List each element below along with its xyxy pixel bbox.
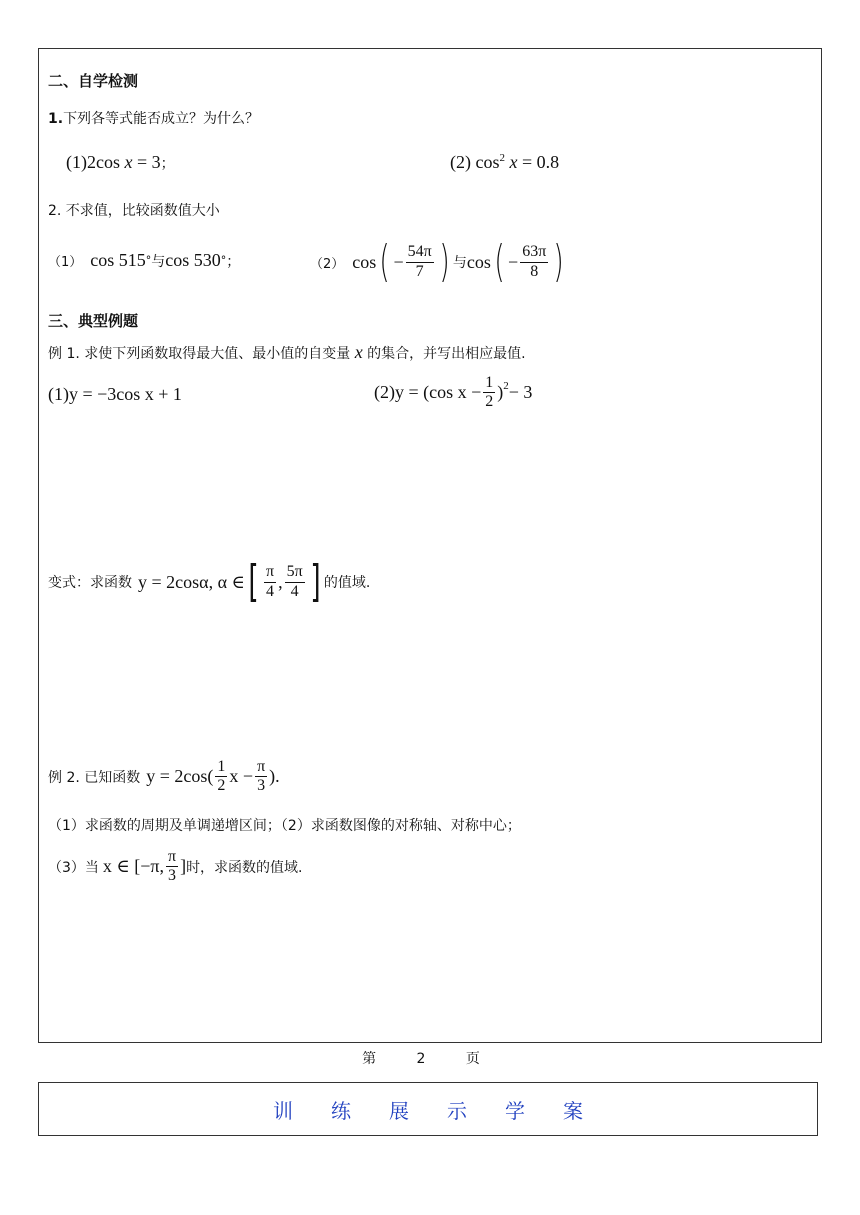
compare-1-degree2: °: [220, 254, 227, 267]
example-2-fraction2: [255, 758, 267, 796]
variant-line: [48, 556, 371, 607]
compare-2-func2: cos: [466, 251, 491, 272]
variant-rbracket: ]: [310, 556, 321, 607]
example-2-q3-pre: （3）当: [48, 859, 99, 876]
compare-2-func1: cos: [352, 251, 377, 272]
compare-1-expr1: cos 515: [90, 250, 146, 270]
example-2-fraction1: [215, 758, 227, 796]
example-2-den2: 3: [257, 777, 266, 795]
compare-2-neg1: −: [393, 251, 404, 272]
example-1-func-a: (1)y = −3cos x + 1: [48, 384, 182, 404]
question-1: [48, 108, 259, 128]
example-2-num2: π: [255, 758, 267, 777]
compare-2-den2: 8: [530, 262, 539, 280]
compare-2-den1: 7: [415, 262, 424, 280]
example-1-func-b-tail: − 3: [508, 382, 533, 403]
example-2-num1: 1: [215, 758, 227, 777]
example-1-func-b-exponent: 2: [503, 380, 509, 392]
example-2-q3-num: π: [166, 848, 178, 867]
compare-2-lparen2: (: [494, 236, 505, 287]
example-1-func-b-fraction: [483, 374, 495, 412]
compare-2-label: （2）: [310, 256, 345, 272]
section-heading-examples: 三、典型例题: [48, 312, 139, 330]
equation-1b-exponent: 2: [499, 152, 505, 164]
page-number: 第 2 页: [362, 1051, 498, 1067]
compare-2-fraction2: [520, 243, 548, 281]
equation-1a-func: 2cos: [87, 152, 120, 172]
equation-1b-label: (2): [450, 152, 471, 172]
variant-comma: ,: [278, 571, 283, 592]
footer-title: 训练展示学案: [273, 1098, 621, 1123]
compare-2-rparen1: ): [439, 236, 450, 287]
compare-2-conj: 与: [452, 255, 467, 271]
footer-banner: [38, 1082, 818, 1136]
compare-2-lparen1: (: [379, 236, 391, 287]
example-1-text-pre: 例 1. 求使下列函数取得最大值、最小值的自变量: [48, 346, 351, 362]
example-1-func-b: [374, 374, 532, 412]
variant-den1: 4: [266, 582, 275, 600]
example-2-mid: x −: [229, 766, 254, 787]
example-2-line: [48, 758, 280, 796]
example-2-question-3: [48, 848, 303, 886]
equation-1a-tail: ；: [160, 156, 175, 172]
compare-1: [48, 250, 240, 271]
compare-2-rparen2: ): [553, 236, 565, 287]
variant-num1: π: [264, 563, 276, 582]
compare-1-label: （1）: [48, 255, 83, 270]
section-heading-self-test: 二、自学检测: [48, 72, 139, 90]
compare-1-tail: ；: [226, 253, 241, 270]
compare-2-neg2: −: [508, 251, 519, 272]
compare-2-fraction1: [406, 243, 434, 281]
example-2-den1: 2: [217, 777, 226, 795]
compare-2-num2: 63π: [520, 243, 548, 262]
variant-text-pre: 变式：求函数: [48, 575, 132, 591]
variant-fraction1: [264, 563, 276, 601]
question-1-text: 下列各等式能否成立？为什么？: [63, 111, 260, 127]
example-1-func-b-close: ): [497, 382, 504, 403]
example-2-questions: （1）求函数的周期及单调递增区间；（2）求函数图像的对称轴、对称中心；: [48, 818, 521, 834]
variant-expr: y = 2cosα, α ∈: [138, 571, 245, 592]
example-2-text-pre: 例 2. 已知函数: [48, 769, 141, 786]
equation-1b-rhs: = 0.8: [517, 152, 560, 172]
example-1-text-post: 的集合，并写出相应最值.: [367, 346, 526, 362]
compare-2: [310, 236, 567, 287]
question-2: 2. 不求值，比较函数值大小: [48, 203, 220, 219]
equation-1b-func: cos: [475, 152, 500, 172]
example-1-var: x: [354, 342, 363, 362]
example-2-q3-den: 3: [168, 867, 177, 885]
equation-1a-label: (1): [66, 152, 87, 172]
variant-text-post: 的值域.: [323, 575, 371, 591]
equation-1a-rhs: = 3: [132, 152, 161, 172]
compare-1-degree1: °: [145, 254, 152, 267]
equation-1a: [66, 152, 175, 173]
variant-fraction2: [285, 563, 305, 601]
example-2-q3-expr: x ∈ [−π,: [102, 856, 164, 877]
equation-1b: [450, 152, 559, 173]
equation-1a-var: x: [124, 152, 133, 172]
question-1-number: 1.: [48, 111, 64, 127]
example-1-func-b-den: 2: [485, 393, 494, 411]
content-frame: [38, 48, 822, 1043]
example-2-expr-post: ).: [269, 766, 280, 787]
example-2-q3-post: 时，求函数的值域.: [186, 859, 303, 876]
example-1-func-b-num: 1: [483, 374, 495, 393]
example-2-q3-fraction: [166, 848, 178, 886]
equation-1b-var: x: [509, 152, 518, 172]
variant-den2: 4: [290, 582, 299, 600]
variant-num2: 5π: [285, 563, 305, 582]
variant-lbracket: [: [248, 556, 259, 607]
example-1-func-b-pre: (2)y = (cos x −: [374, 382, 482, 403]
example-2-expr-pre: y = 2cos(: [146, 766, 214, 787]
example-1-text: [48, 342, 526, 363]
example-2-q3-close: ]: [180, 856, 187, 877]
compare-1-conj: 与: [151, 253, 166, 270]
compare-2-num1: 54π: [406, 243, 434, 262]
compare-1-expr2: cos 530: [165, 250, 221, 270]
